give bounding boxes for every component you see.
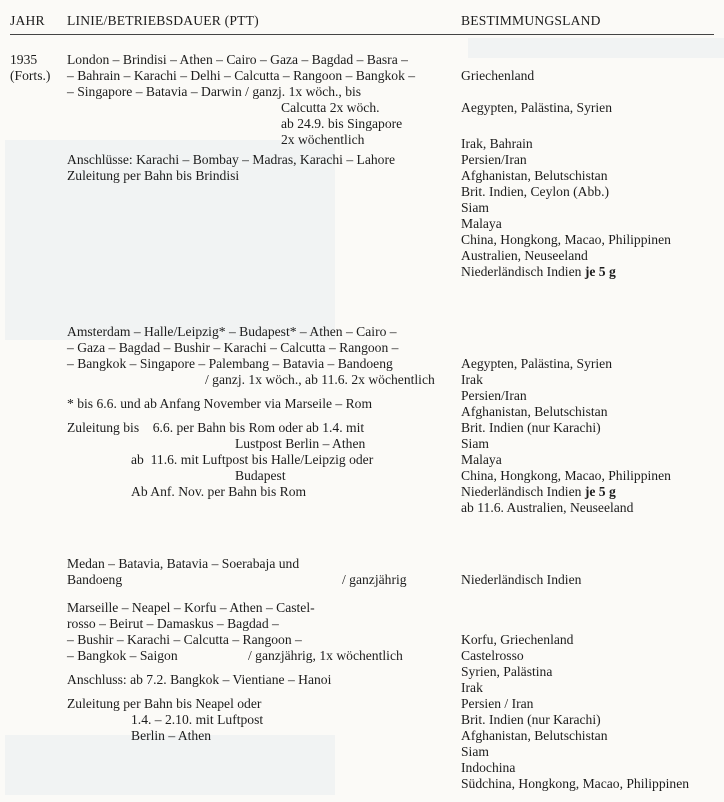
block2-country: Aegypten, Palästina, Syrien bbox=[461, 356, 613, 371]
block2-route-line-4: / ganzj. 1x wöch., ab 11.6. 2x wöchentlich bbox=[205, 372, 435, 387]
column-header-linie: LINIE/BETRIEBSDAUER (PTT) bbox=[67, 13, 259, 28]
block4-route-line-2: rosso – Beirut – Damaskus – Bagdad – bbox=[67, 616, 279, 631]
block4-route-line-3: – Bushir – Karachi – Calcutta – Rangoon – bbox=[67, 632, 302, 647]
block1-freq-line-3: 2x wöchentlich bbox=[281, 132, 365, 147]
block2-country-weight-line bbox=[461, 484, 616, 500]
year-note: (Forts.) bbox=[10, 68, 51, 83]
block1-route-line-2: – Bahrain – Karachi – Delhi – Calcutta – Rangoon – Bangkok – bbox=[67, 68, 416, 83]
block1-country: Persien/Iran bbox=[461, 152, 527, 167]
block3-country: Niederländisch Indien bbox=[461, 572, 582, 587]
block1-country: Siam bbox=[461, 200, 489, 215]
block4-country: Castelrosso bbox=[461, 648, 524, 663]
block2-weight: je 5 g bbox=[584, 484, 616, 499]
block1-country: Griechenland bbox=[461, 68, 535, 83]
block4-zuleitung-line-1: Zuleitung per Bahn bis Neapel oder bbox=[67, 696, 262, 711]
block1-zuleitung: Zuleitung per Bahn bis Brindisi bbox=[67, 168, 240, 183]
block2-country: ab 11.6. Australien, Neuseeland bbox=[461, 500, 634, 515]
block2-zuleitung-line-3: ab 11.6. mit Luftpost bis Halle/Leipzig oder bbox=[131, 452, 374, 467]
block1-country: Irak, Bahrain bbox=[461, 136, 533, 151]
block1-weight: je 5 g bbox=[584, 264, 616, 279]
show-through-shadow-top bbox=[468, 38, 724, 58]
block4-country: Syrien, Palästina bbox=[461, 664, 553, 679]
block1-anschluesse: Anschlüsse: Karachi – Bombay – Madras, Karachi – Lahore bbox=[67, 152, 396, 167]
block1-route-line-1: London – Brindisi – Athen – Cairo – Gaza – Bagdad – Basra – bbox=[67, 52, 408, 67]
block4-country: Südchina, Hongkong, Macao, Philippinen bbox=[461, 776, 690, 791]
block3-freq: / ganzjährig bbox=[342, 572, 407, 587]
block2-zuleitung-line-1: Zuleitung bis 6.6. per Bahn bis Rom oder ab 1.4. mit bbox=[67, 420, 365, 435]
block4-country: Korfu, Griechenland bbox=[461, 632, 574, 647]
block2-footnote: * bis 6.6. und ab Anfang November via Marseile – Rom bbox=[67, 396, 373, 411]
block2-country: Siam bbox=[461, 436, 489, 451]
block1-country: Niederländisch Indien bbox=[461, 264, 582, 279]
header-rule bbox=[10, 34, 714, 35]
block4-zuleitung-line-3: Berlin – Athen bbox=[131, 728, 212, 743]
block4-country: Brit. Indien (nur Karachi) bbox=[461, 712, 601, 727]
block4-route-line-4: – Bangkok – Saigon bbox=[67, 648, 178, 663]
block2-route-line-3: – Bangkok – Singapore – Palembang – Batavia – Bandoeng bbox=[67, 356, 393, 371]
block2-zuleitung-line-4: Budapest bbox=[235, 468, 286, 483]
block2-country: Irak bbox=[461, 372, 483, 387]
block1-country: Brit. Indien, Ceylon (Abb.) bbox=[461, 184, 609, 199]
block4-route-line-1: Marseille – Neapel – Korfu – Athen – Castel- bbox=[67, 600, 315, 615]
block1-country: Australien, Neuseeland bbox=[461, 248, 588, 263]
block3-route-line-1: Medan – Batavia, Batavia – Soerabaja und bbox=[67, 556, 300, 571]
block1-route-line-3: – Singapore – Batavia – Darwin / ganzj. 1x wöch., bis bbox=[67, 84, 362, 99]
block1-country-weight-line bbox=[461, 264, 616, 280]
block2-country: Malaya bbox=[461, 452, 502, 467]
block2-country: Afghanistan, Belutschistan bbox=[461, 404, 608, 419]
block4-country: Persien / Iran bbox=[461, 696, 534, 711]
block2-country: China, Hongkong, Macao, Philippinen bbox=[461, 468, 671, 483]
block2-country: Niederländisch Indien bbox=[461, 484, 582, 499]
block2-route-line-1: Amsterdam – Halle/Leipzig* – Budapest* – Athen – Cairo – bbox=[67, 324, 397, 339]
block2-country: Brit. Indien (nur Karachi) bbox=[461, 420, 601, 435]
block2-zuleitung-line-2: Lustpost Berlin – Athen bbox=[235, 436, 366, 451]
column-header-jahr: JAHR bbox=[10, 13, 45, 28]
block1-country: Aegypten, Palästina, Syrien bbox=[461, 100, 613, 115]
block1-country: Malaya bbox=[461, 216, 502, 231]
block1-freq-line-2: ab 24.9. bis Singapore bbox=[281, 116, 403, 131]
show-through-shadow-bottom bbox=[5, 735, 335, 795]
block4-anschluss: Anschluss: ab 7.2. Bangkok – Vientiane – Hanoi bbox=[67, 672, 332, 687]
block4-zuleitung-line-2: 1.4. – 2.10. mit Luftpost bbox=[131, 712, 264, 727]
block1-country: China, Hongkong, Macao, Philippinen bbox=[461, 232, 671, 247]
column-header-land: BESTIMMUNGSLAND bbox=[461, 13, 601, 28]
block4-country: Irak bbox=[461, 680, 483, 695]
block4-freq: / ganzjährig, 1x wöchentlich bbox=[248, 648, 403, 663]
block1-freq-line-1: Calcutta 2x wöch. bbox=[281, 100, 380, 115]
year-value: 1935 bbox=[10, 52, 38, 67]
block4-country: Siam bbox=[461, 744, 489, 759]
block2-zuleitung-line-5: Ab Anf. Nov. per Bahn bis Rom bbox=[131, 484, 307, 499]
block4-country: Indochina bbox=[461, 760, 516, 775]
block2-route-line-2: – Gaza – Bagdad – Bushir – Karachi – Calcutta – Rangoon – bbox=[67, 340, 399, 355]
block4-country: Afghanistan, Belutschistan bbox=[461, 728, 608, 743]
block2-country: Persien/Iran bbox=[461, 388, 527, 403]
block3-route-line-2: Bandoeng bbox=[67, 572, 123, 587]
block1-country: Afghanistan, Belutschistan bbox=[461, 168, 608, 183]
